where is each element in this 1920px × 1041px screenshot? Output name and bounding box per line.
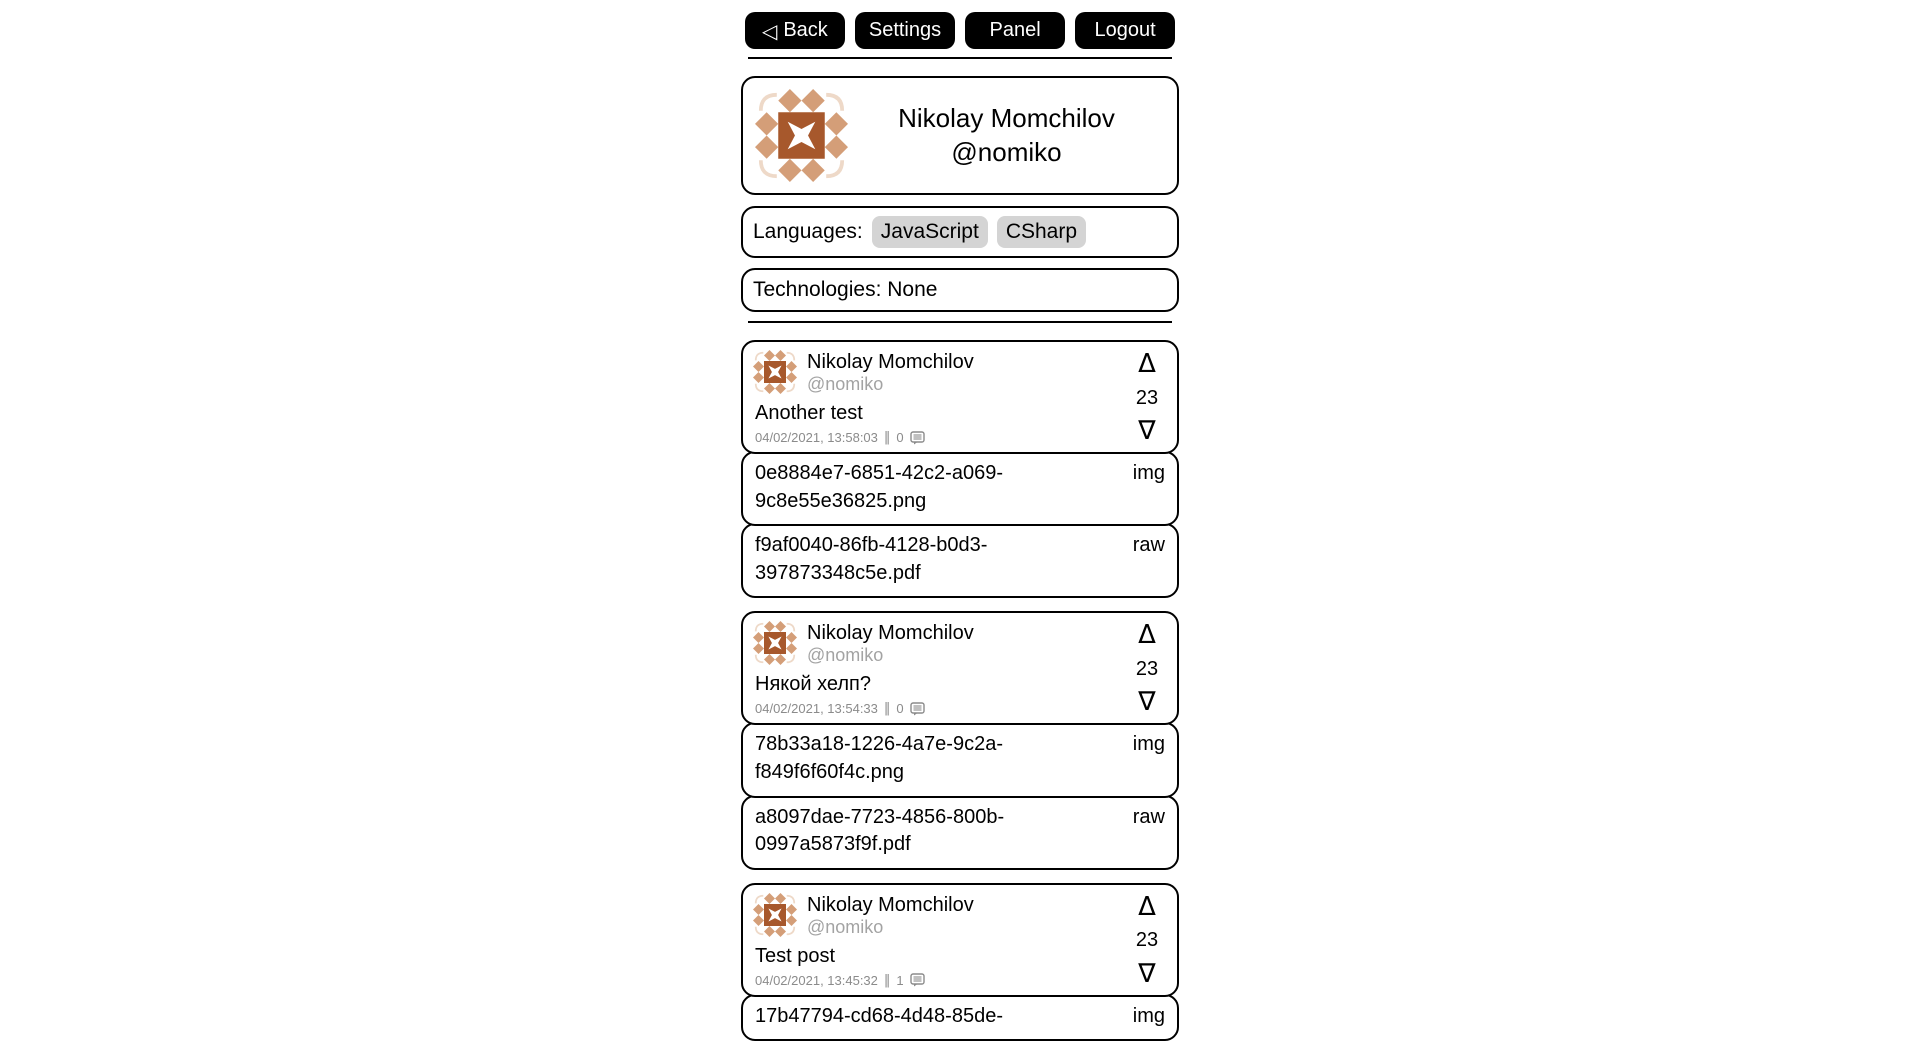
profile-avatar <box>755 89 848 182</box>
post-author-avatar <box>753 893 797 937</box>
comment-icon <box>910 702 925 716</box>
attachment-type-label: img <box>1132 733 1165 756</box>
attachment-filename: 17b47794-cd68-4d48-85de- <box>755 1004 1003 1027</box>
attachment-row[interactable] <box>741 523 1179 598</box>
post-author-avatar <box>753 621 797 665</box>
back-button[interactable] <box>745 12 845 49</box>
technologies-card <box>741 268 1179 312</box>
post-card[interactable] <box>741 883 1179 997</box>
downvote-button[interactable]: ∇ <box>1138 687 1156 718</box>
attachment-row[interactable] <box>741 451 1179 526</box>
vote-count: 23 <box>1135 386 1159 409</box>
language-badge: CSharp <box>997 216 1086 248</box>
divider <box>748 321 1172 323</box>
profile-card <box>741 76 1179 195</box>
meta-separator: ‖ <box>883 972 891 988</box>
upvote-button[interactable]: Δ <box>1138 891 1156 922</box>
comment-icon <box>910 431 925 445</box>
attachment-type-label: raw <box>1132 534 1165 557</box>
post-author-handle: @nomiko <box>807 916 884 937</box>
downvote-button[interactable]: ∇ <box>1138 958 1156 989</box>
post-author-handle: @nomiko <box>807 374 884 394</box>
technologies-text: Technologies: None <box>753 278 938 301</box>
post-timestamp: 04/02/2021, 13:58:03 <box>755 430 878 445</box>
post-title[interactable]: Някой хелп? <box>755 673 871 696</box>
post-timestamp: 04/02/2021, 13:54:33 <box>755 701 878 717</box>
post-author-name: Nikolay Momchilov <box>807 622 974 645</box>
comment-count: 0 <box>896 430 904 445</box>
post-timestamp: 04/02/2021, 13:45:32 <box>755 972 878 988</box>
panel-button[interactable]: Panel <box>965 12 1065 49</box>
comment-count: 1 <box>896 972 904 988</box>
attachment-row[interactable] <box>741 795 1179 870</box>
attachment-filename: a8097dae-7723-4856-800b-0997a5873f9f.pdf <box>755 805 1005 856</box>
divider <box>748 57 1172 59</box>
downvote-button[interactable]: ∇ <box>1138 416 1156 446</box>
logout-button[interactable]: Logout <box>1075 12 1175 49</box>
post-card[interactable] <box>741 611 1179 725</box>
comment-icon <box>910 973 925 987</box>
vote-count: 23 <box>1135 657 1159 680</box>
meta-separator: ‖ <box>883 701 891 717</box>
attachment-filename: 0e8884e7-6851-42c2-a069-9c8e55e36825.png <box>755 462 1003 512</box>
profile-name: Nikolay Momchilov <box>898 102 1115 133</box>
post-title[interactable]: Test post <box>755 944 836 967</box>
attachment-type-label: img <box>1132 462 1165 484</box>
profile-page <box>741 57 1179 1041</box>
settings-button[interactable]: Settings <box>855 12 955 49</box>
languages-card <box>741 206 1179 258</box>
attachment-filename: f9af0040-86fb-4128-b0d3-397873348c5e.pdf <box>755 534 988 584</box>
post-author-name: Nikolay Momchilov <box>807 351 974 373</box>
language-badge: JavaScript <box>872 216 988 248</box>
post-author-avatar <box>753 350 797 394</box>
post-author-name: Nikolay Momchilov <box>807 893 974 916</box>
profile-handle: @nomiko <box>951 136 1062 167</box>
attachment-row[interactable] <box>741 994 1179 1041</box>
post-title[interactable]: Another test <box>755 402 863 424</box>
back-button-label: Back <box>783 19 828 41</box>
meta-separator: ‖ <box>883 430 891 445</box>
attachment-row[interactable] <box>741 722 1179 797</box>
post-group <box>741 340 1179 598</box>
attachment-filename: 78b33a18-1226-4a7e-9c2a-f849f6f60f4c.png <box>755 733 1003 783</box>
post-group <box>741 611 1179 869</box>
languages-label: Languages: <box>753 220 863 243</box>
comment-count: 0 <box>896 701 904 717</box>
upvote-button[interactable]: Δ <box>1138 620 1156 651</box>
post-author-handle: @nomiko <box>807 645 884 666</box>
top-nav <box>0 0 1920 49</box>
post-card[interactable] <box>741 340 1179 454</box>
upvote-button[interactable]: Δ <box>1138 349 1156 379</box>
post-group <box>741 883 1179 1041</box>
attachment-type-label: img <box>1132 1004 1165 1027</box>
vote-count: 23 <box>1135 929 1159 952</box>
attachment-type-label: raw <box>1132 805 1165 828</box>
back-arrow-icon: ◁ <box>761 18 778 43</box>
